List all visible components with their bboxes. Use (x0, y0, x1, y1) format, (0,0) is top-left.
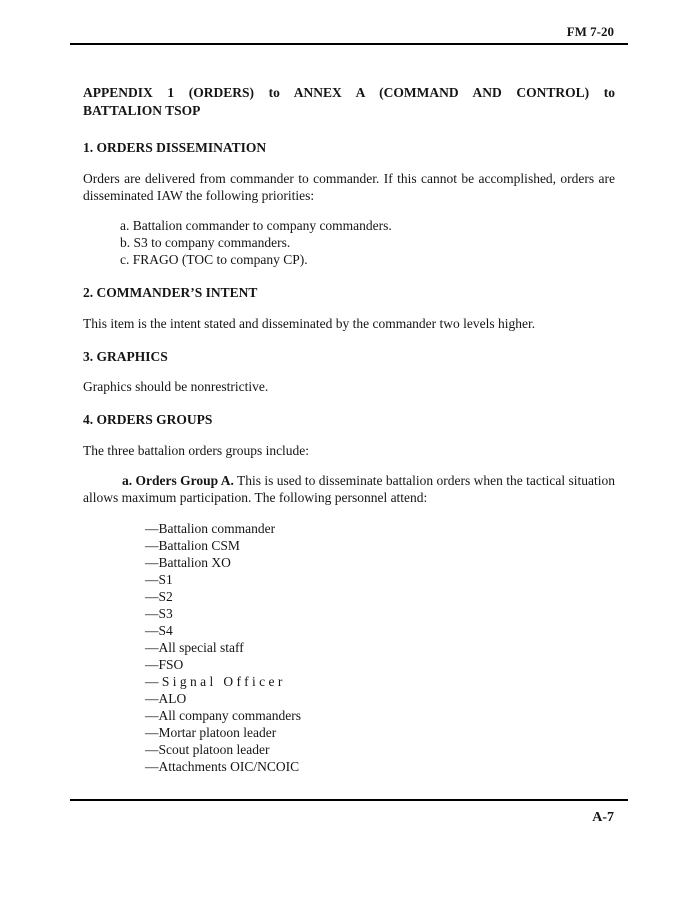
attendee-item: —Scout platoon leader (145, 741, 270, 757)
appendix-title-line: APPENDIX 1 (ORDERS) to ANNEX A (COMMAND AND CONTROL) to (83, 85, 615, 100)
attendee-item: —S2 (145, 588, 173, 604)
attendee-item: —All special staff (145, 639, 244, 655)
section-body: Orders are delivered from commander to commander. If this cannot be accomplished, orders are disseminated IAW the following priorities: (83, 170, 615, 203)
section-body: Graphics should be nonrestrictive. (83, 379, 269, 394)
footer-rule (70, 799, 628, 801)
attendee-item: —Battalion XO (145, 554, 231, 570)
orders-group-a-text: This is used to disseminate battalion orders when the tactical situation allows maximum participation. The following personnel attend: (83, 473, 616, 505)
attendee-item: —FSO (145, 656, 184, 672)
priority-item: b. S3 to company commanders. (120, 235, 291, 250)
attendee-item: —Attachments OIC/NCOIC (145, 758, 300, 774)
section-heading: 2. COMMANDER’S INTENT (83, 285, 258, 300)
attendee-item: —S4 (145, 622, 173, 638)
header-rule (70, 43, 628, 45)
page-content (83, 84, 615, 775)
section-heading: 4. ORDERS GROUPS (83, 412, 213, 427)
priority-list (120, 217, 615, 268)
section-graphics (83, 348, 615, 396)
attendee-item: —Signal Officer (145, 673, 286, 689)
orders-group-a-label: a. Orders Group A. (122, 473, 234, 488)
attendee-item: —Battalion CSM (145, 537, 240, 553)
attendee-list (145, 520, 615, 775)
attendee-item: —All company commanders (145, 707, 301, 723)
priority-item: a. Battalion commander to company commanders. (120, 218, 392, 233)
section-intro: The three battalion orders groups include: (83, 442, 310, 458)
section-orders-dissemination (83, 139, 615, 268)
section-commanders-intent (83, 284, 615, 332)
doc-id: FM 7-20 (566, 24, 614, 39)
attendee-item: —Mortar platoon leader (145, 724, 277, 740)
section-heading: 1. ORDERS DISSEMINATION (83, 140, 267, 155)
page-number: A-7 (592, 810, 614, 825)
attendee-item: —S3 (145, 605, 173, 621)
attendee-item: —Battalion commander (145, 520, 276, 536)
attendee-item: —ALO (145, 690, 187, 706)
section-orders-groups (83, 411, 615, 775)
section-heading: 3. GRAPHICS (83, 348, 168, 364)
appendix-title-line: BATTALION TSOP (83, 103, 201, 118)
priority-item: c. FRAGO (TOC to company CP). (120, 252, 308, 267)
section-body: This item is the intent stated and disseminated by the commander two levels higher. (83, 315, 536, 331)
attendee-item: —S1 (145, 571, 173, 587)
orders-group-a-paragraph (83, 472, 615, 506)
appendix-title (83, 84, 615, 120)
